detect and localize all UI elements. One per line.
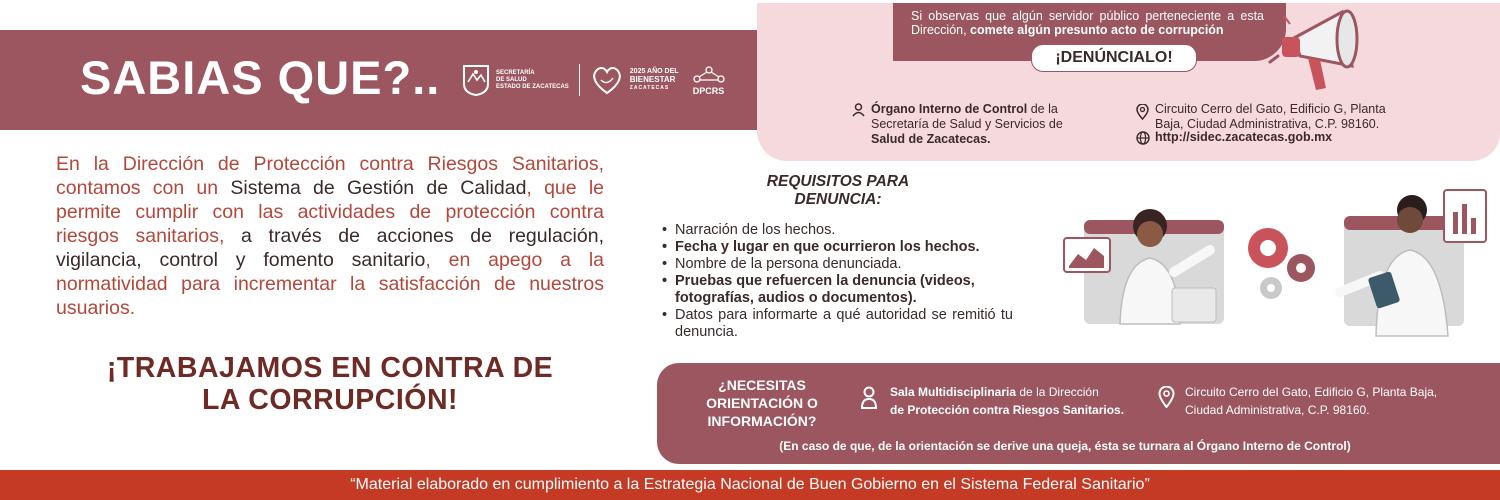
intro-highlight: a través de acciones de regulación, vigilancia, control y fomento sanitario bbox=[56, 225, 604, 271]
help-note-text: ) bbox=[1346, 439, 1351, 453]
logo-text-line: DE SALUD bbox=[496, 76, 527, 83]
logo-text-line: SECRETARÍA bbox=[496, 69, 535, 76]
oic-name: Órgano Interno de Control bbox=[871, 102, 1028, 116]
help-note bbox=[700, 439, 1430, 453]
list-item: • Pruebas que refuercen la denuncia (videos, fotografías, audios o documentos). bbox=[661, 273, 1013, 307]
zacatecas-shield-icon bbox=[462, 64, 490, 96]
list-item: • Nombre de la persona denunciada. bbox=[661, 256, 1013, 273]
secretaria-salud-logo bbox=[462, 64, 569, 96]
logo-divider bbox=[579, 64, 580, 96]
location-pin-icon bbox=[1158, 386, 1175, 408]
intro-paragraph bbox=[56, 152, 604, 320]
heart-icon bbox=[590, 64, 624, 96]
help-location-name: Sala Multidisciplinaria bbox=[890, 385, 1017, 399]
intro-highlight: Sistema de Gestión de Calidad bbox=[230, 177, 527, 199]
help-question: ¿NECESITAS ORIENTACIÓN O INFORMACIÓN? bbox=[706, 377, 818, 429]
oic-info bbox=[871, 102, 1096, 147]
slogan bbox=[60, 352, 600, 416]
globe-icon bbox=[1136, 131, 1150, 145]
slogan-line: LA CORRUPCIÓN! bbox=[201, 384, 459, 416]
person-icon bbox=[852, 103, 865, 117]
notice-line: Si observas que algún servidor público perteneciente a esta Dirección, bbox=[911, 9, 1264, 37]
oic-name: Salud de Zacatecas. bbox=[871, 132, 991, 146]
dpcrs-label: DPCRS bbox=[692, 85, 725, 96]
list-item: • Datos para informarte a qué autoridad se remitió tu denuncia. bbox=[661, 307, 1013, 341]
report-cta: ¡DENÚNCIALO! bbox=[1031, 44, 1197, 72]
dpcrs-logo bbox=[689, 65, 729, 96]
office-workers-illustration bbox=[1060, 186, 1490, 342]
molecule-icon bbox=[689, 65, 729, 87]
help-note-highlight: Órgano Interno de Control bbox=[1196, 439, 1347, 453]
logo-text-line: BIENESTAR bbox=[629, 75, 676, 84]
notice-text bbox=[911, 9, 1264, 37]
requirements-title-line: REQUISITOS PARA bbox=[766, 173, 910, 190]
help-note-text: (En caso de que, de la orientación se derive una queja, ésta se turnara al bbox=[779, 439, 1197, 453]
requirements-title-line: DENUNCIA: bbox=[794, 191, 882, 208]
logo-text-line: 2025 AÑO DEL bbox=[629, 68, 679, 75]
megaphone-icon bbox=[1264, 4, 1374, 96]
bienestar-logo bbox=[590, 64, 679, 96]
website-link[interactable]: http://sidec.zacatecas.gob.mx bbox=[1155, 130, 1333, 144]
list-item: • Fecha y lugar en que ocurrieron los hechos. bbox=[661, 239, 1013, 256]
intro-text: En la Dirección de Protección contra Riesgos Sanitarios, contamos con un bbox=[56, 153, 604, 199]
requirements-list bbox=[661, 222, 1013, 341]
footer-banner: “Material elaborado en cumplimiento a la Estrategia Nacional de Buen Gobierno en el Sistema Federal Sanitario” bbox=[0, 470, 1500, 500]
oic-text: de la Secretaría de Salud y Servicios de bbox=[871, 102, 1063, 131]
logo-text-line: ZACATECAS bbox=[629, 85, 670, 91]
intro-text: , en apego a la normatividad para incrementar la satisfacción de nuestros usuarios. bbox=[56, 249, 604, 319]
help-address: Circuito Cerro del Gato, Edificio G, Planta Baja, Ciudad Administrativa, C.P. 98160. bbox=[1185, 385, 1438, 417]
logo-row bbox=[462, 60, 729, 100]
help-location bbox=[890, 383, 1140, 419]
list-item: • Narración de los hechos. bbox=[661, 222, 1013, 239]
notice-highlight: comete algún presunto acto de corrupción bbox=[970, 23, 1224, 37]
oic-address: Circuito Cerro del Gato, Edificio G, Planta Baja, Ciudad Administrativa, C.P. 98160. bbox=[1155, 102, 1386, 131]
page-title: SABIAS QUE?.. bbox=[80, 51, 441, 104]
slogan-line: ¡TRABAJAMOS EN CONTRA DE bbox=[106, 352, 554, 384]
help-location-text: de la Dirección bbox=[1016, 385, 1099, 399]
person-icon bbox=[860, 386, 878, 410]
requirements-title bbox=[748, 173, 928, 209]
intro-text: , que le permite cumplir con las actividades de protección contra riesgos sanitarios, bbox=[56, 177, 605, 247]
help-location-name: de Protección contra Riesgos Sanitarios. bbox=[890, 403, 1125, 417]
location-pin-icon bbox=[1136, 104, 1149, 120]
logo-text-line: ESTADO DE ZACATECAS bbox=[496, 83, 569, 90]
